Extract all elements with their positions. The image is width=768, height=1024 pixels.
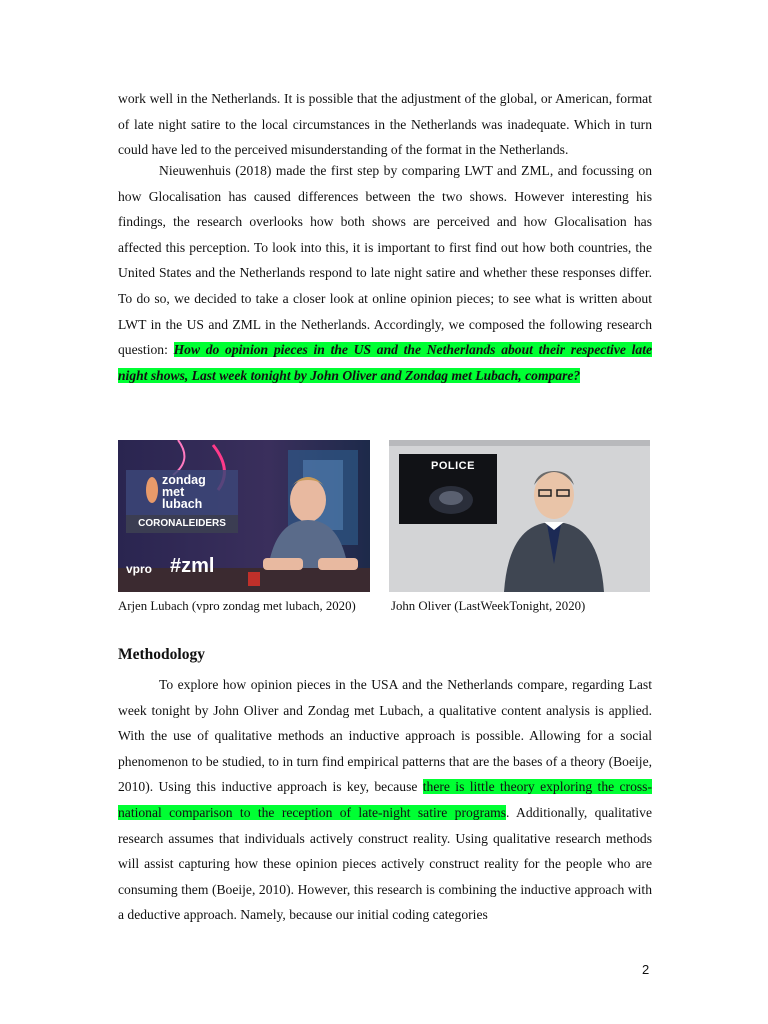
photo-john-oliver	[389, 440, 650, 592]
paragraph-text: To explore how opinion pieces in the USA and the Netherlands compare, regarding Last week tonight by John Oliver and Zondag met Lubach, a qualitative content analysis is applied. With the use of qualitative methods an inductive approach is possible. Allowing for a social phenomenon to be studied, to in turn find empirical patterns that are the bases of a theory (Boeije, 2010). Using this inductive approach is key, because	[118, 677, 652, 795]
zml-logo-text: zondag met lubach	[162, 473, 206, 511]
highlighted-research-question: How do opinion pieces in the US and the Netherlands about their respective late night shows, Last week tonight by John Oliver and Zondag met Lubach, compare?	[118, 342, 652, 383]
photo-arjen-lubach	[118, 440, 370, 592]
caption-right: John Oliver (LastWeekTonight, 2020)	[391, 599, 586, 613]
zml-hashtag: #zml	[170, 555, 215, 577]
paragraph-text: . Additionally, qualitative research assumes that individuals actively construct reality. Using qualitative research methods will assist capturing how these opinion pieces actively construct reality for the people who are consuming them (Boeije, 2010). However, this research is combining the inductive approach with a deductive approach. Namely, because our initial coding categories	[118, 804, 652, 923]
vpro-logo: vpro	[126, 562, 153, 576]
page-number: 2	[642, 962, 650, 977]
paragraph-methodology	[118, 672, 652, 928]
caption-left: Arjen Lubach (vpro zondag met lubach, 2020)	[118, 599, 356, 613]
section-heading-methodology: Methodology	[118, 646, 205, 663]
lubach-face-icon	[146, 476, 158, 509]
coronaleiders-banner: CORONALEIDERS	[126, 515, 238, 533]
paragraph-text: Nieuwenhuis (2018) made the first step by comparing LWT and ZML, and focussing on how Glocalisation has caused differences between the two shows. However interesting his findings, the research overlooks how both shows are perceived and how Glocalisation has affected this perception. To look into this, it is important to first find out how both countries, the United States and the Netherlands respond to late night satire and whether these responses differ. To do so, we decided to take a closer look at online opinion pieces; to see what is written about LWT in the US and ZML in the Netherlands. Accordingly, we composed the following research question:	[118, 163, 652, 358]
paragraph-research-question	[118, 158, 652, 388]
paragraph-intro: work well in the Netherlands. It is possible that the adjustment of the global, or American, format of late night satire to the local circumstances in the Netherlands was inadequate. Which in turn could have led to the perceived misunderstanding of the format in the Netherlands.	[118, 91, 652, 158]
highlighted-text: there is little theory exploring the cross-national comparison to the reception of late-night satire programs	[118, 779, 652, 820]
police-text: POLICE	[431, 460, 475, 472]
